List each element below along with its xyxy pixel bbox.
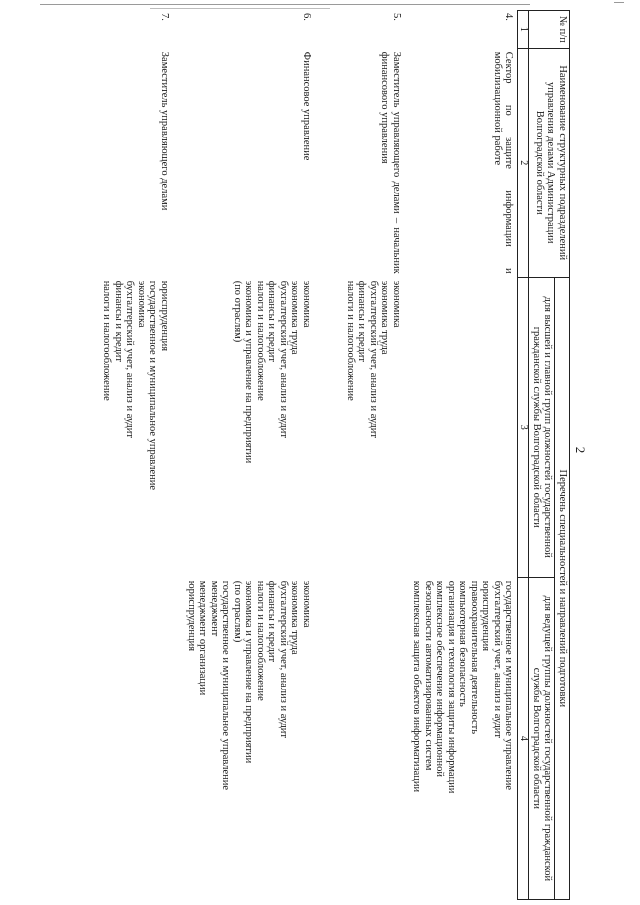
specialty-item: бухгалтерский учет, анализ и аудит [278,280,289,438]
table-row [405,11,518,900]
row-department-name: Заместитель управляющего делами – начальник финансового управления [379,51,402,274]
specialty-item: (по отраслям) [232,580,243,643]
specialty-item: финансы и кредит [266,280,278,363]
specialty-item: бухгалтерский учет, анализ и аудит [278,580,289,738]
specialty-item: (по отраслям) [232,280,243,343]
specialty-item: экономика [391,280,402,328]
specialty-item: юриспруденция [186,580,197,652]
row-high-specialties [173,277,315,577]
specialty-item: экономика [301,580,312,628]
row-lead-specialties [405,577,518,899]
specialty-item: комплексная защита объектов информатизации [411,580,423,793]
specialty-item: бухгалтерский учет, анализ и аудит [124,280,136,438]
row-department-name: Финансовое управление [301,51,312,161]
page-number: 2 [573,446,588,454]
specialty-item: государственное и муниципальное управление [220,580,232,791]
specialty-item: экономика и управление на предприятии [243,580,255,764]
specialty-item: безопасности автоматизированных систем [423,580,434,771]
header-number-3: 3 [518,277,529,577]
row-lead-specialties [315,577,405,899]
specialty-item: финансы и кредит [266,580,278,663]
specialty-item: юриспруденция [480,580,492,652]
specialty-item: финансы и кредит [356,280,368,363]
specialty-item: налоги и налогообложение [345,280,356,401]
specialty-item: бухгалтерский учет, анализ и аудит [492,580,503,738]
row-number: 4. [503,13,515,21]
header-number-2: 2 [518,48,529,277]
scan-corner-mark [614,2,624,9]
row-number: 7. [159,13,170,21]
header-col-department: Наименование структурных подразделений управления делами Администрации Волгоградской области [529,48,570,277]
specialty-item: менеджмент [209,580,220,637]
scan-top-line [40,4,530,5]
specialty-item: бухгалтерский учет, анализ и аудит [368,280,379,438]
specialty-item: государственное и муниципальное управление [503,580,515,791]
row-high-specialties [63,277,173,577]
header-col-lead-group: для ведущей группы должностей государственной гражданской службы Волгоградской области [529,577,555,899]
specialty-item: налоги и налогообложение [255,580,266,701]
specialty-item: правоохранительная деятельность [469,580,480,735]
specialty-item: налоги и налогообложение [101,280,113,401]
specialty-item: юриспруденция [159,280,170,352]
specialty-item: экономика [301,280,312,328]
table-body [63,11,518,900]
table-row [63,11,173,900]
row-high-specialties [405,277,518,577]
specialty-item: компьютерная безопасность [457,580,469,707]
specialty-item: комплексное обеспечение информационной [434,580,446,778]
rotated-page [70,10,588,900]
row-number: 5. [391,13,402,21]
specialty-item: экономика труда [379,280,391,355]
row-lead-specialties [63,577,173,899]
row-lead-specialties [173,577,315,899]
row-number: 6. [301,13,312,21]
specialty-item: менеджмент организации [197,580,209,696]
specialty-item: государственное и муниципальное управление [147,280,159,491]
specialties-table [63,10,570,900]
specialty-item: финансы и кредит [113,280,124,363]
table-header [518,11,570,900]
header-col-number: № п/п [529,11,570,49]
row-high-specialties [315,277,405,577]
specialty-item: экономика [136,280,147,328]
header-group-title: Перечень специальностей и направлений подготовки [555,277,570,899]
header-number-4: 4 [518,577,529,899]
header-col-high-group: для высшей и главной групп должностей государственной гражданской службы Волгоградской области [529,277,555,577]
specialty-item: налоги и налогообложение [255,280,266,401]
header-number-1: 1 [518,11,529,49]
specialty-item: экономика труда [289,280,301,355]
table-row [173,11,315,900]
specialty-item: организация и технология защиты информации [446,580,457,794]
row-department-name: Сектор по защите информации и мобилизационной работе [492,51,515,274]
specialty-item: экономика и управление на предприятии [243,280,255,464]
specialty-item: экономика труда [289,580,301,655]
row-department-name: Заместитель управляющего делами [159,51,170,211]
scan-top-line-short [150,8,330,9]
table-row [315,11,405,900]
